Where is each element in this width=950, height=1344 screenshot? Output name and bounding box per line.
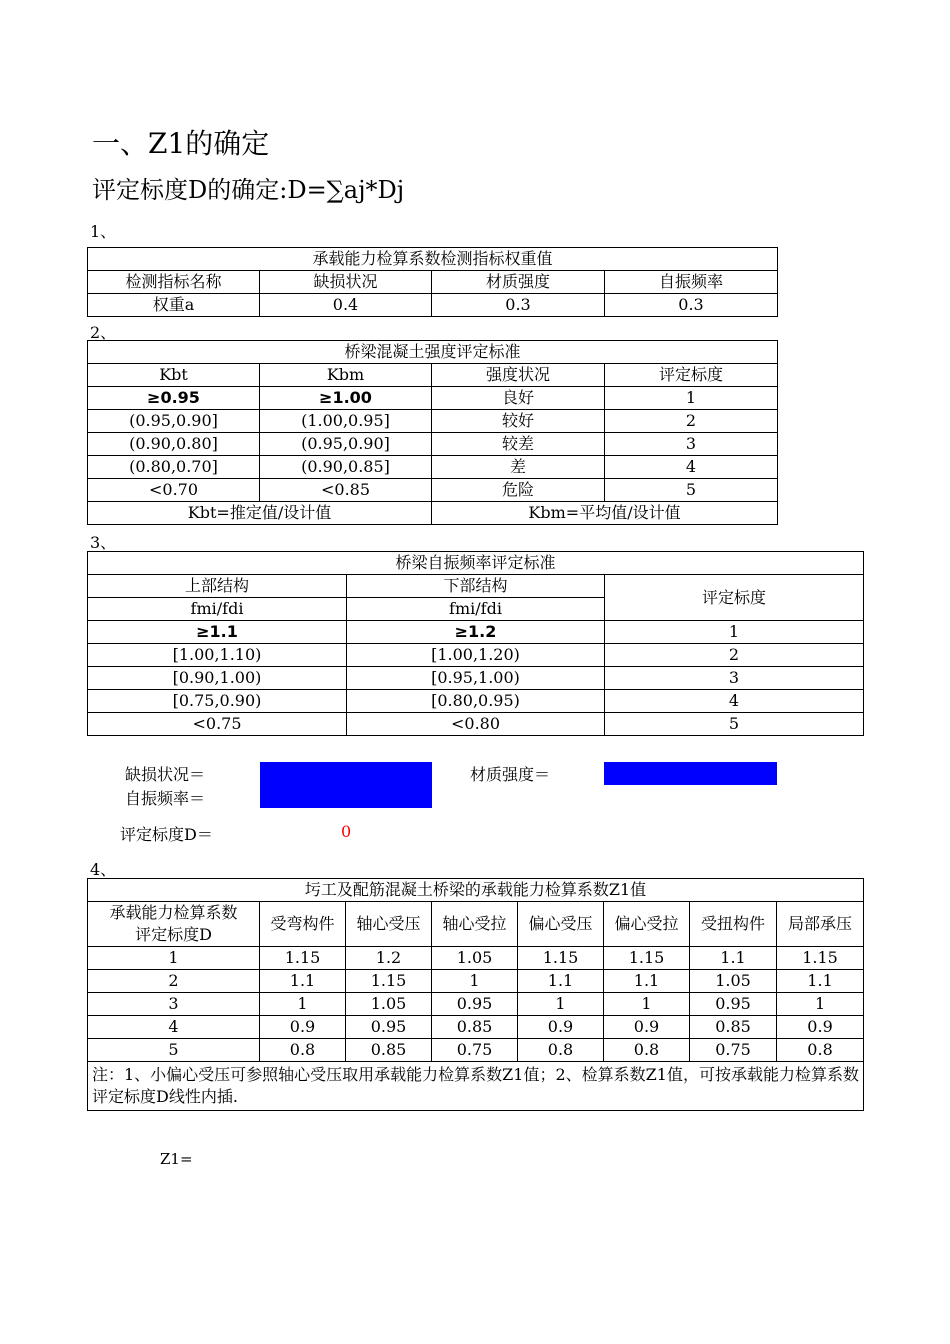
table-cell: 1.15: [260, 947, 346, 970]
table-cell: 0.95: [690, 993, 777, 1016]
table-row: [88, 387, 778, 410]
frequency-label: 自振频率＝: [125, 789, 206, 808]
scale-label: 评定标度D＝: [120, 825, 213, 844]
header-cell: 局部承压: [777, 902, 864, 947]
section-1-number: 1、: [90, 222, 117, 241]
table-cell: 0.85: [346, 1039, 432, 1062]
table-cell: 1.15: [604, 947, 690, 970]
table-cell: 0.75: [690, 1039, 777, 1062]
table-row: [88, 479, 778, 502]
table-cell: 权重a: [88, 294, 260, 317]
strength-table-title: 桥梁混凝土强度评定标准: [88, 341, 778, 364]
table-cell: 0.75: [432, 1039, 518, 1062]
header-cell: 自振频率: [605, 271, 778, 294]
strength-table-header: [88, 364, 778, 387]
table-cell: 0.85: [690, 1016, 777, 1039]
table-cell: 1.1: [604, 970, 690, 993]
header-cell: fmi/fdi: [88, 598, 347, 621]
defect-label: 缺损状况＝: [125, 765, 206, 784]
table-row: [88, 456, 778, 479]
table-cell: 0.9: [777, 1016, 864, 1039]
table-cell: 良好: [432, 387, 605, 410]
table-cell: 1: [777, 993, 864, 1016]
header-cell: 检测指标名称: [88, 271, 260, 294]
section-3-number: 3、: [90, 533, 117, 552]
table-cell: 0.8: [604, 1039, 690, 1062]
footer-cell: Kbm=平均值/设计值: [432, 502, 778, 525]
header-cell: 轴心受压: [346, 902, 432, 947]
z1-table-header: [88, 902, 864, 947]
table-cell: 0.95: [346, 1016, 432, 1039]
table-cell: 1: [88, 947, 260, 970]
page-title: 一、Z1的确定: [92, 127, 270, 160]
table-cell: 1.1: [260, 970, 346, 993]
table-cell: ≥0.95: [88, 387, 260, 410]
z1-table-note: 注：1、小偏心受压可参照轴心受压取用承载能力检算系数Z1值；2、检算系数Z1值，可按承载能力检算系数评定标度D线性内插.: [88, 1062, 864, 1111]
table-row: [88, 690, 864, 713]
table-cell: [0.90,1.00): [88, 667, 347, 690]
section-4-number: 4、: [90, 860, 117, 879]
table-row: [88, 993, 864, 1016]
table-cell: [1.00,1.10): [88, 644, 347, 667]
table-cell: 1.05: [432, 947, 518, 970]
weight-table-title: 承载能力检算系数检测指标权重值: [88, 248, 778, 271]
table-cell: 5: [605, 713, 864, 736]
table-cell: 0.9: [604, 1016, 690, 1039]
table-cell: 0.8: [777, 1039, 864, 1062]
strength-table-footer: [88, 502, 778, 525]
table-row: [88, 433, 778, 456]
table-cell: [1.00,1.20): [347, 644, 605, 667]
table-cell: 0.95: [432, 993, 518, 1016]
table-cell: 0.3: [605, 294, 778, 317]
frequency-table: [87, 551, 864, 736]
table-cell: [0.80,0.95): [347, 690, 605, 713]
table-cell: 1: [605, 387, 778, 410]
table-cell: 1.1: [518, 970, 604, 993]
table-cell: 1.2: [346, 947, 432, 970]
table-cell: 0.85: [432, 1016, 518, 1039]
table-cell: 1: [432, 970, 518, 993]
table-row: [88, 1016, 864, 1039]
table-row: [88, 644, 864, 667]
footer-cell: Kbt=推定值/设计值: [88, 502, 432, 525]
table-cell: 1: [605, 621, 864, 644]
z1-label: Z1=: [160, 1150, 193, 1168]
material-input[interactable]: [604, 762, 777, 785]
header-cell: 评定标度: [605, 364, 778, 387]
header-cell: Kbt: [88, 364, 260, 387]
z1-table: [87, 878, 864, 1111]
table-cell: 0.4: [260, 294, 432, 317]
table-row: [88, 947, 864, 970]
table-row: [88, 621, 864, 644]
table-row: [88, 294, 778, 317]
header-cell: 偏心受拉: [604, 902, 690, 947]
table-cell: (0.95,0.90]: [88, 410, 260, 433]
table-cell: 2: [605, 644, 864, 667]
table-cell: <0.85: [260, 479, 432, 502]
header-cell: Kbm: [260, 364, 432, 387]
table-cell: 5: [88, 1039, 260, 1062]
table-cell: 较好: [432, 410, 605, 433]
strength-table: [87, 340, 778, 525]
z1-table-title: 圬工及配筋混凝土桥梁的承载能力检算系数Z1值: [88, 879, 864, 902]
header-cell: 评定标度: [605, 575, 864, 621]
table-cell: 0.9: [518, 1016, 604, 1039]
header-cell: 承载能力检算系数 评定标度D: [88, 902, 260, 947]
table-row: [88, 1039, 864, 1062]
defect-frequency-input[interactable]: [260, 762, 432, 808]
header-cell: 强度状况: [432, 364, 605, 387]
table-cell: <0.70: [88, 479, 260, 502]
section-2-number: 2、: [90, 323, 117, 342]
table-cell: 1.15: [346, 970, 432, 993]
table-cell: 0.8: [260, 1039, 346, 1062]
weight-table-header: [88, 271, 778, 294]
header-cell: fmi/fdi: [347, 598, 605, 621]
header-cell: 受扭构件: [690, 902, 777, 947]
table-cell: <0.75: [88, 713, 347, 736]
header-cell: 下部结构: [347, 575, 605, 598]
table-cell: 4: [605, 690, 864, 713]
table-cell: 危险: [432, 479, 605, 502]
frequency-table-title: 桥梁自振频率评定标准: [88, 552, 864, 575]
table-cell: 3: [605, 433, 778, 456]
table-cell: 0.9: [260, 1016, 346, 1039]
table-cell: 4: [88, 1016, 260, 1039]
table-cell: 2: [88, 970, 260, 993]
table-cell: 1: [518, 993, 604, 1016]
table-row: [88, 410, 778, 433]
formula-heading: 评定标度D的确定:D=∑aj*Dj: [92, 176, 405, 204]
table-cell: 0.8: [518, 1039, 604, 1062]
table-cell: <0.80: [347, 713, 605, 736]
table-row: [88, 667, 864, 690]
table-cell: 1.1: [777, 970, 864, 993]
table-cell: ≥1.1: [88, 621, 347, 644]
table-cell: 3: [605, 667, 864, 690]
table-cell: [0.75,0.90): [88, 690, 347, 713]
table-cell: 差: [432, 456, 605, 479]
table-cell: (0.80,0.70]: [88, 456, 260, 479]
table-cell: 1.1: [690, 947, 777, 970]
table-cell: 1.05: [690, 970, 777, 993]
header-cell: 偏心受压: [518, 902, 604, 947]
table-cell: ≥1.2: [347, 621, 605, 644]
table-cell: 2: [605, 410, 778, 433]
table-cell: 较差: [432, 433, 605, 456]
table-cell: ≥1.00: [260, 387, 432, 410]
header-cell: 受弯构件: [260, 902, 346, 947]
header-cell: 缺损状况: [260, 271, 432, 294]
header-cell: 轴心受拉: [432, 902, 518, 947]
header-cell: 材质强度: [432, 271, 605, 294]
table-cell: 1: [260, 993, 346, 1016]
table-cell: (0.90,0.80]: [88, 433, 260, 456]
table-cell: 5: [605, 479, 778, 502]
material-label: 材质强度＝: [470, 765, 551, 784]
header-cell: 上部结构: [88, 575, 347, 598]
table-cell: 1.05: [346, 993, 432, 1016]
table-cell: (0.95,0.90]: [260, 433, 432, 456]
table-cell: 1: [604, 993, 690, 1016]
table-cell: 1.15: [777, 947, 864, 970]
table-cell: 0.3: [432, 294, 605, 317]
table-row: [88, 970, 864, 993]
table-cell: [0.95,1.00): [347, 667, 605, 690]
table-row: [88, 713, 864, 736]
table-cell: (1.00,0.95]: [260, 410, 432, 433]
table-cell: 4: [605, 456, 778, 479]
table-cell: (0.90,0.85]: [260, 456, 432, 479]
table-cell: 3: [88, 993, 260, 1016]
table-cell: 1.15: [518, 947, 604, 970]
scale-value: 0: [341, 822, 352, 841]
weight-table: [87, 247, 778, 317]
